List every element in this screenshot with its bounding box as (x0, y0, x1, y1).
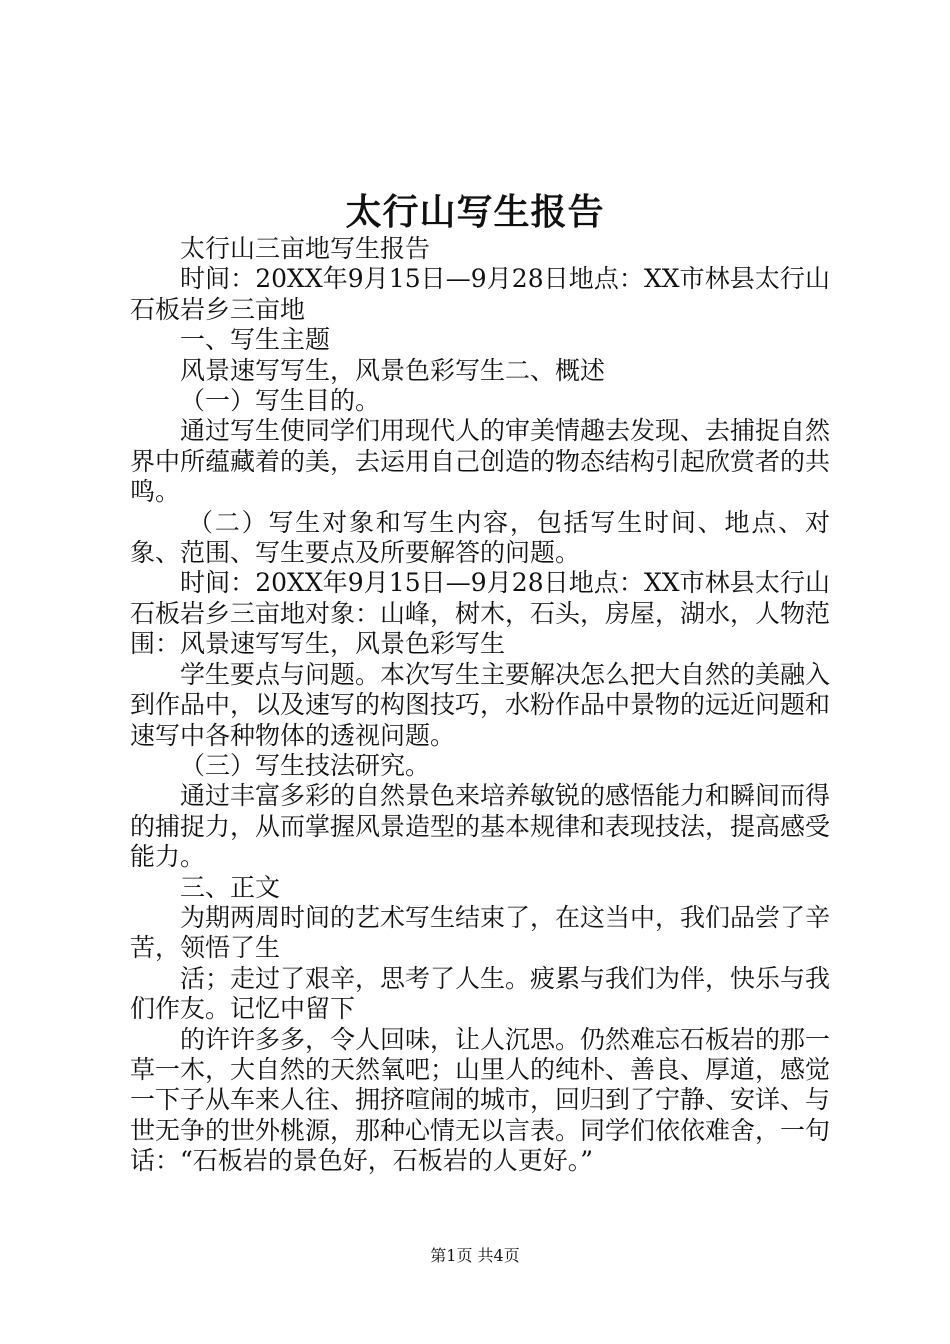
paragraph-main-2: 活；走过了艰辛，思考了人生。疲累与我们为伴，快乐与我们作友。记忆中留下 (130, 963, 831, 1024)
heading-technique: （三）写生技法研究。 (180, 750, 431, 780)
document-body (130, 234, 830, 1177)
paragraph-time-location: 时间：20XX年9月15日—9月28日地点：XX市林县太行山石板岩乡三亩地 (130, 264, 830, 324)
paragraph-purpose: 通过写生使同学们用现代人的审美情趣去发现、去捕捉自然界中所蕴藏着的美，去运用自己创造的物态结构引起欣赏者的共鸣。 (130, 416, 831, 507)
paragraph-subtitle: 太行山三亩地写生报告 (180, 234, 431, 263)
paragraph-theme: 风景速写写生，风景色彩写生二、概述 (180, 355, 606, 385)
page-number: 第1页 共4页 (430, 1246, 520, 1265)
heading-purpose: （一）写生目的。 (180, 386, 381, 416)
heading-objects: （二）写生对象和写生内容，包括写生时间、地点、对象、范围、写生要点及所要解答的问题。 (130, 507, 830, 568)
heading-theme: 一、写生主题 (180, 325, 331, 355)
document-title: 太行山写生报告 (345, 191, 605, 233)
heading-main-text: 三、正文 (180, 872, 281, 902)
paragraph-main-3: 的许许多多，令人回味，让人沉思。仍然难忘石板岩的那一草一木，大自然的天然氧吧；山里人的纯朴、善良、厚道，感觉一下子从车来人往、拥挤喧闹的城市，回归到了宁静、安详、与世无争的世外桃源，那种心情无以言表。同学们依依难舍，一句话：“石板岩的景色好，石板岩的人更好。” (130, 1024, 831, 1176)
paragraph-technique: 通过丰富多彩的自然景色来培养敏锐的感悟能力和瞬间而得的捕捉力，从而掌握风景造型的基本规律和表现技法，提高感受能力。 (130, 781, 831, 872)
paragraph-main-1: 为期两周时间的艺术写生结束了，在这当中，我们品尝了辛苦，领悟了生 (130, 902, 831, 963)
paragraph-key-points: 学生要点与问题。本次写生主要解决怎么把大自然的美融入到作品中，以及速写的构图技巧，水粉作品中景物的远近问题和速写中各种物体的透视问题。 (130, 659, 831, 750)
paragraph-objects: 时间：20XX年9月15日—9月28日地点：XX市林县太行山石板岩乡三亩地对象：山峰，树木，石头，房屋，湖水，人物范围：风景速写写生，风景色彩写生 (130, 568, 831, 659)
